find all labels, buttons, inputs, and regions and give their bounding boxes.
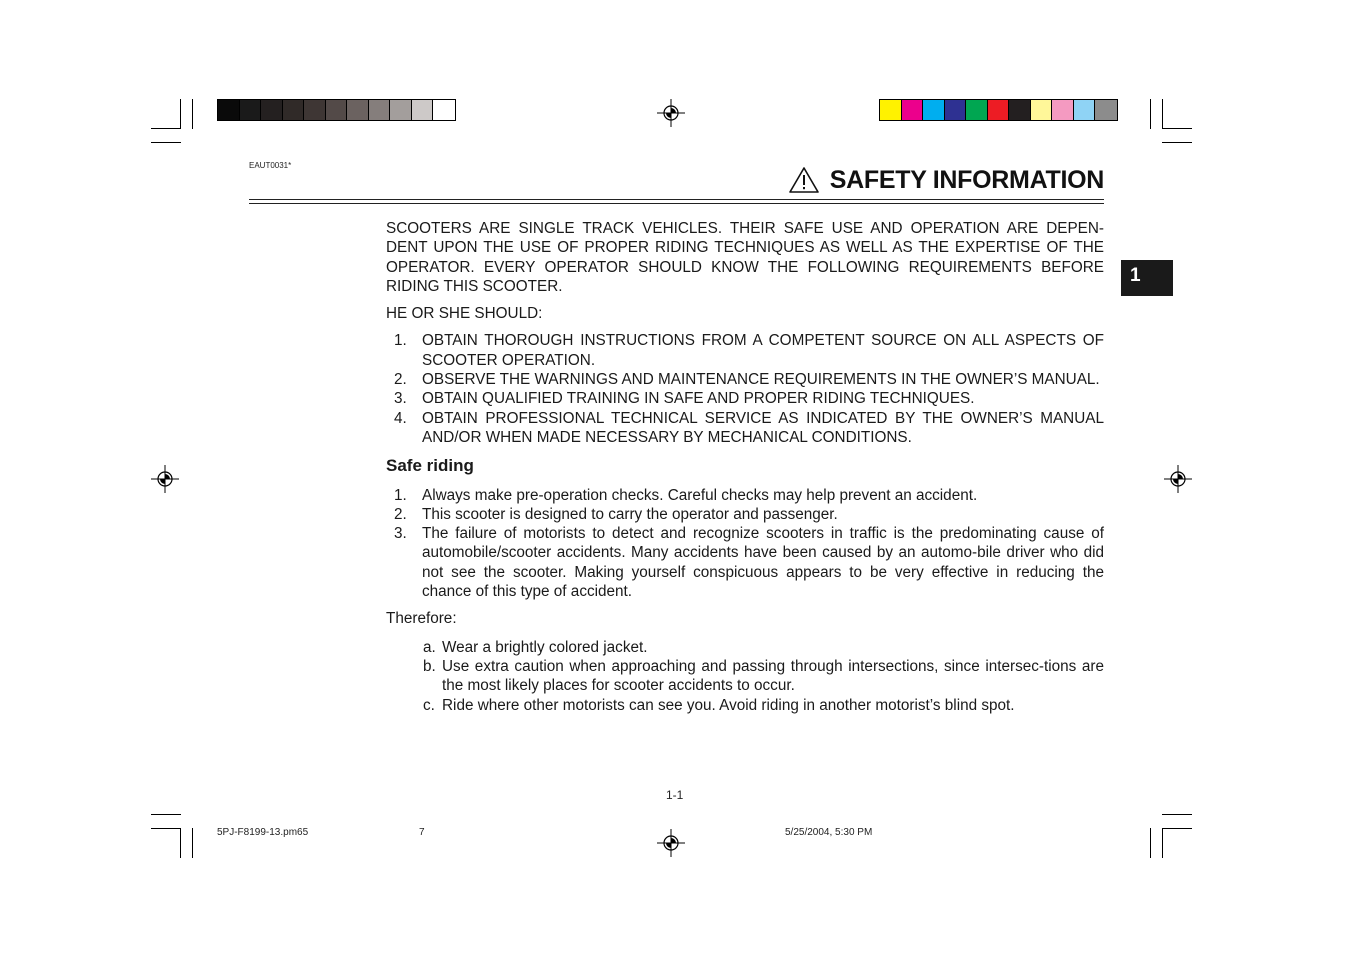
- color-swatch: [283, 100, 305, 120]
- crop-mark: [192, 828, 193, 858]
- footer-date: 5/25/2004, 5:30 PM: [785, 827, 873, 838]
- color-swatch: [433, 100, 455, 120]
- list-text: OBTAIN QUALIFIED TRAINING IN SAFE AND PROPER RIDING TECHNIQUES.: [422, 390, 975, 408]
- list-item: [386, 486, 1104, 505]
- list-item: [386, 524, 1104, 601]
- page-title: SAFETY INFORMATION: [829, 165, 1104, 194]
- list-number: 2.: [394, 505, 407, 523]
- color-swatch: [966, 100, 988, 120]
- warning-triangle-icon: [788, 166, 820, 194]
- should-label: HE OR SHE SHOULD:: [386, 305, 543, 323]
- list-text: Ride where other motorists can see you. Avoid riding in another motorist’s blind spot.: [442, 696, 1015, 714]
- list-text: Wear a brightly colored jacket.: [442, 638, 648, 656]
- therefore-list: [386, 638, 1104, 715]
- color-swatch: [1095, 100, 1117, 120]
- list-text: The failure of motorists to detect and recognize scooters in traffic is the predominating cause of automobile/scooter accidents. Many accidents have been caused by an automo-bile driver who did not see the scooter. Making yourself conspicuous appears to be very effective in reducing the chance of this type of accident.: [422, 525, 1104, 601]
- footer-file: 5PJ-F8199-13.pm65: [217, 827, 309, 838]
- list-text: OBTAIN PROFESSIONAL TECHNICAL SERVICE AS INDICATED BY THE OWNER’S MANUAL AND/OR WHEN MADE NECESSARY BY MECHANICAL CONDITIONS.: [422, 409, 1104, 446]
- list-item: [386, 505, 1104, 524]
- registration-mark-icon: [657, 829, 685, 857]
- list-number: 1.: [394, 486, 407, 504]
- doc-code: EAUT0031*: [249, 161, 292, 170]
- list-number: 3.: [394, 390, 407, 408]
- chapter-tab: 1: [1121, 260, 1173, 296]
- registration-mark-icon: [151, 465, 179, 493]
- crop-mark: [1162, 814, 1192, 815]
- color-swatch: [1031, 100, 1053, 120]
- crop-mark: [1162, 128, 1192, 129]
- list-text: OBTAIN THOROUGH INSTRUCTIONS FROM A COMPETENT SOURCE ON ALL ASPECTS OF SCOOTER OPERATION.: [422, 332, 1104, 369]
- list-item: [423, 638, 1104, 657]
- color-swatch: [988, 100, 1010, 120]
- list-text: This scooter is designed to carry the operator and passenger.: [422, 505, 838, 523]
- color-swatch: [304, 100, 326, 120]
- requirements-list: [386, 331, 1104, 447]
- color-swatch: [326, 100, 348, 120]
- list-letter: c.: [423, 696, 435, 714]
- title-rule: [249, 203, 1104, 204]
- list-number: 4.: [394, 409, 407, 427]
- crop-mark: [1150, 99, 1151, 129]
- color-swatch: [369, 100, 391, 120]
- list-text: Use extra caution when approaching and passing through intersections, since intersec-tions are the most likely places for scooter accidents to occur.: [442, 657, 1104, 695]
- list-item: [386, 409, 1104, 448]
- list-number: 2.: [394, 371, 407, 389]
- color-swatch: [1074, 100, 1096, 120]
- safe-riding-list: [386, 486, 1104, 602]
- crop-mark: [180, 828, 181, 858]
- color-swatch: [945, 100, 967, 120]
- list-item: [386, 331, 1104, 370]
- title-rule: [249, 199, 1104, 200]
- main-content: [386, 219, 1104, 715]
- crop-mark: [1162, 142, 1192, 143]
- crop-mark: [1162, 99, 1163, 129]
- list-letter: a.: [423, 638, 436, 656]
- list-item: [386, 370, 1104, 389]
- list-letter: b.: [423, 657, 436, 675]
- page-number: 1-1: [666, 788, 684, 802]
- color-swatch: [412, 100, 434, 120]
- color-swatch: [347, 100, 369, 120]
- color-swatch: [240, 100, 262, 120]
- color-swatch: [1009, 100, 1031, 120]
- crop-mark: [151, 828, 181, 829]
- color-swatch: [390, 100, 412, 120]
- color-swatch: [880, 100, 902, 120]
- list-number: 3.: [394, 525, 407, 543]
- list-text: OBSERVE THE WARNINGS AND MAINTENANCE REQUIREMENTS IN THE OWNER’S MANUAL.: [422, 371, 1100, 389]
- crop-mark: [1162, 828, 1192, 829]
- grayscale-bar: [217, 99, 456, 121]
- crop-mark: [1162, 828, 1163, 858]
- crop-mark: [151, 128, 181, 129]
- crop-mark: [151, 142, 181, 143]
- registration-mark-icon: [657, 99, 685, 127]
- list-item: [423, 657, 1104, 696]
- crop-mark: [1150, 828, 1151, 858]
- registration-mark-icon: [1164, 465, 1192, 493]
- color-bar: [879, 99, 1118, 121]
- footer-page: 7: [419, 827, 425, 838]
- color-swatch: [218, 100, 240, 120]
- list-text: Always make pre-operation checks. Careful checks may help prevent an accident.: [422, 486, 978, 504]
- color-swatch: [1052, 100, 1074, 120]
- list-item: [386, 389, 1104, 408]
- section-heading: Safe riding: [386, 456, 474, 476]
- crop-mark: [151, 814, 181, 815]
- color-swatch: [261, 100, 283, 120]
- color-swatch: [923, 100, 945, 120]
- therefore-label: Therefore:: [386, 610, 457, 628]
- crop-mark: [192, 99, 193, 129]
- color-swatch: [902, 100, 924, 120]
- intro-paragraph: SCOOTERS ARE SINGLE TRACK VEHICLES. THEIR SAFE USE AND OPERATION ARE DEPEN-DENT UPON THE USE OF PROPER RIDING TECHNIQUES AS WELL AS THE EXPERTISE OF THE OPERATOR. EVERY OPERATOR SHOULD KNOW THE FOLLOWING REQUIREMENTS BEFORE RIDING THIS SCOOTER.: [386, 220, 1104, 295]
- crop-mark: [180, 99, 181, 129]
- list-item: [423, 696, 1104, 715]
- list-number: 1.: [394, 332, 407, 350]
- page-header: [770, 164, 1104, 196]
